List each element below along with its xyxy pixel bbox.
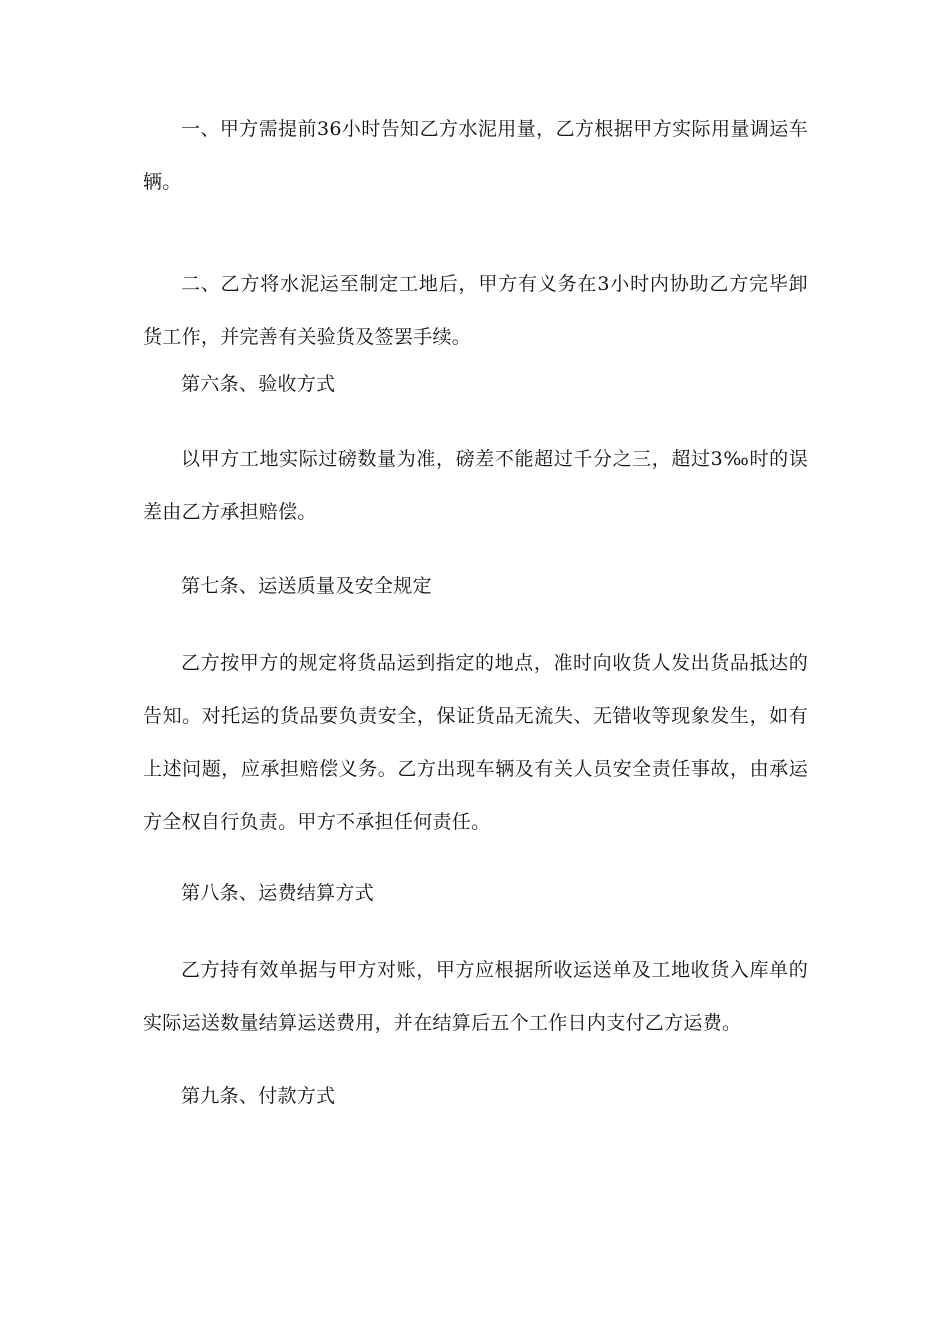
clause-paragraph: 以甲方工地实际过磅数量为准，磅差不能超过千分之三，超过3‰时的误差由乙方承担赔偿。 — [143, 448, 808, 523]
clause-paragraph: 一、甲方需提前36小时告知乙方水泥用量，乙方根据甲方实际用量调运车辆。 — [143, 118, 808, 193]
clause-paragraph: 乙方持有效单据与甲方对账，甲方应根据所收运送单及工地收货入库单的实际运送数量结算运送费用，并在结算后五个工作日内支付乙方运费。 — [143, 959, 808, 1034]
section-heading: 第六条、验收方式 — [181, 373, 336, 395]
section-heading: 第九条、付款方式 — [181, 1085, 336, 1107]
clause-paragraph: 乙方按甲方的规定将货品运到指定的地点，准时向收货人发出货品抵达的告知。对托运的货品要负责安全，保证货品无流失、无错收等现象发生，如有上述问题，应承担赔偿义务。乙方出现车辆及有关人员安全责任事故，由承运方全权自行负责。甲方不承担任何责任。 — [143, 652, 808, 833]
section-heading: 第七条、运送质量及安全规定 — [181, 575, 432, 597]
section-heading: 第八条、运费结算方式 — [181, 882, 375, 904]
clause-paragraph: 二、乙方将水泥运至制定工地后，甲方有义务在3小时内协助乙方完毕卸货工作，并完善有关验货及签罢手续。 — [143, 273, 808, 348]
